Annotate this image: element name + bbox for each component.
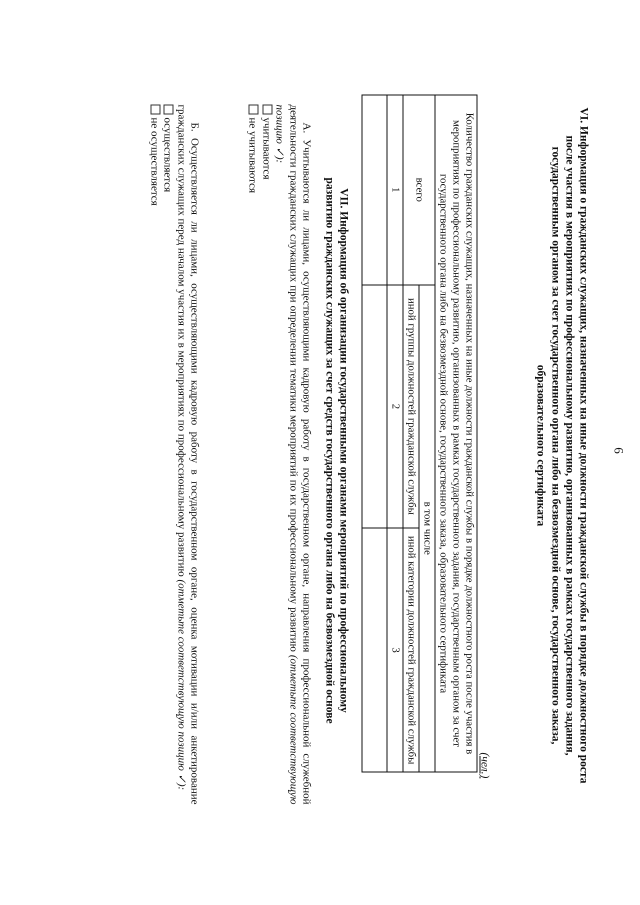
option-label: учитываются [259,117,272,180]
section-6-table [361,94,477,772]
checkbox-icon[interactable] [248,104,258,114]
section-6-title: VI. Информация о гражданских служащих, назначенных на иные должности гражданской службы в порядке должностного роста после участия в мероприятиях по профессиональному развитию, организованных в рамках государственного задания, государственным органом за счет государственного органа либо на безвозмездной основе, государственного заказа, образовательного сертификата [534,106,589,784]
option-row[interactable] [245,104,258,804]
table-header-category: иной категории должностей гражданской службы [403,528,419,772]
table-header-group: иной группы должностей гражданской службы [403,284,419,528]
table-col-number: 1 [387,95,403,285]
table-row [387,95,403,772]
option-row[interactable] [160,104,173,804]
table-cell-empty[interactable] [362,284,387,528]
option-row[interactable] [258,104,271,804]
option-row[interactable] [146,104,159,804]
checkbox-icon[interactable] [262,104,272,114]
item-a-hint: (отметьте соответствующую позицию ✓): [273,104,299,805]
option-label: не учитываются [246,117,259,193]
item-a [245,104,312,804]
item-b-text: Б. Осуществляется ли лицами, осуществляющими кадровую работу в государственном органе, оценка мотивации и/или анкетирование гражданских служащих перед началом участия их в мероприятиях по профессиональному развитию [174,104,200,804]
item-b [146,104,200,804]
checkbox-icon[interactable] [150,104,160,114]
section-7-title: VII. Информация об организации государственными органами мероприятий по профессиональному развитию гражданских служащих за счет средств государственного органа либо на безвозмездной основе [322,176,349,724]
table-cell-empty[interactable] [362,528,387,772]
item-a-text: А. Учитываются ли лицами, осуществляющими кадровую работу в государственном органе, направления профессиональной служебной деятельности гражданских служащих при определении тематики мероприятий по их профессиональному развитию [286,104,312,804]
table-cell-empty[interactable] [362,95,387,285]
table-header-main: Количество гражданских служащих, назначенных на иные должности гражданской службы в порядке должностного роста после участия в мероприятиях по профессиональному развитию, организованных в рамках государственного задания, государственным органом за счет государственного органа либо на безвозмездной основе, государственного заказа, образовательного сертификата [435,95,477,772]
option-label: не осуществляется [147,117,160,206]
table-col-number: 3 [387,528,403,772]
table-row [362,95,387,772]
table-row [419,95,435,772]
table-header-total: всего [403,95,435,285]
checkbox-icon[interactable] [163,104,173,114]
page-number: 6 [611,446,626,454]
table-header-including: в том числе [419,284,435,771]
item-b-hint: (отметьте соответствующую позицию ✓): [174,578,187,790]
table-col-number: 2 [387,284,403,528]
table-row [435,95,477,772]
option-label: осуществляется [161,117,174,192]
unit-label: (чел.) [478,752,490,778]
